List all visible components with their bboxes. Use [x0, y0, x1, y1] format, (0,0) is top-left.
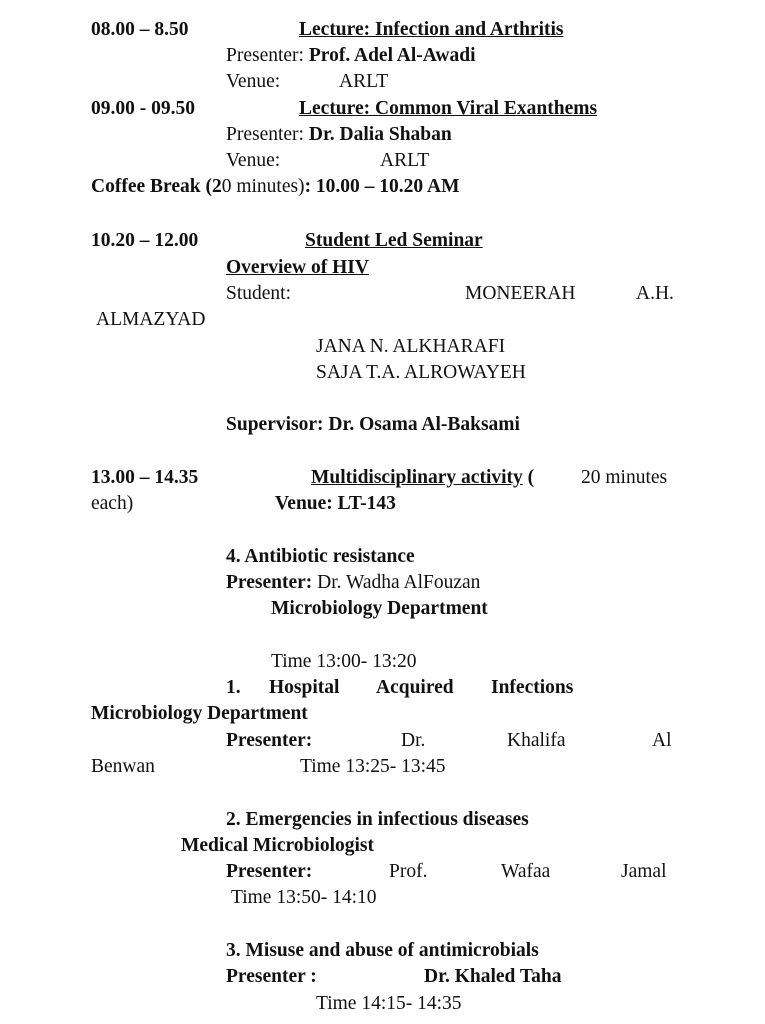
talk-3-time: Time 14:15- 14:35 — [316, 993, 462, 1014]
session-1-time: 08.00 – 8.50 — [91, 19, 189, 40]
talk-1-p3: Al — [652, 730, 672, 751]
talk-2-time: Time 13:50- 14:10 — [231, 887, 377, 908]
session-2-title: Lecture: Common Viral Exanthems — [299, 98, 598, 119]
session-4-venue: Venue: LT-143 — [275, 493, 396, 514]
session-3-time: 10.20 – 12.00 — [91, 230, 199, 251]
talk-1-word-hospital: Hospital — [269, 677, 340, 698]
talk-1-p4: Benwan — [91, 756, 155, 777]
talk-1-p2: Khalifa — [507, 730, 566, 751]
talk-3-presenter-label: Presenter : — [226, 966, 317, 987]
session-2-venue-label: Venue: — [226, 150, 281, 171]
student-1-initials: A.H. — [636, 283, 674, 304]
talk-1-word-acquired: Acquired — [376, 677, 454, 698]
presenter-label: Presenter: — [226, 124, 304, 145]
student-3: SAJA T.A. ALROWAYEH — [316, 362, 526, 383]
session-3-topic: Overview of HIV — [226, 257, 369, 278]
talk-2-dept: Medical Microbiologist — [181, 835, 374, 856]
talk-1-p1: Dr. — [401, 730, 426, 751]
talk-2-presenter-label: Presenter: — [226, 861, 313, 882]
presenter-name: Dr. Wadha AlFouzan — [312, 572, 481, 593]
talk-1-presenter-label: Presenter: — [226, 730, 313, 751]
session-4-title: Multidisciplinary activity — [311, 467, 523, 488]
coffee-break-line — [91, 174, 459, 200]
talk-4-time: Time 13:00- 13:20 — [271, 651, 417, 672]
talk-3-title: 3. Misuse and abuse of antimicrobials — [226, 940, 539, 961]
talk-2-p2: Wafaa — [501, 861, 551, 882]
talk-2-title: 2. Emergencies in infectious diseases — [226, 809, 529, 830]
talk-4-presenter-line — [226, 570, 480, 596]
presenter-label: Presenter: — [226, 572, 313, 593]
coffee-break-number: 2 — [211, 176, 222, 197]
talk-3-presenter: Dr. Khaled Taha — [424, 966, 562, 987]
talk-2-p3: Jamal — [621, 861, 667, 882]
student-2: JANA N. ALKHARAFI — [316, 336, 506, 357]
supervisor: Supervisor: Dr. Osama Al-Baksami — [226, 414, 520, 435]
coffee-break-minutes: 0 minutes) — [221, 176, 305, 197]
coffee-break-label: Coffee Break ( — [91, 176, 212, 197]
presenter-name: Dr. Dalia Shaban — [308, 124, 452, 145]
session-1-venue-label: Venue: — [226, 71, 281, 92]
talk-1-dept: Microbiology Department — [91, 703, 308, 724]
session-4-note-a: 20 minutes — [581, 467, 668, 488]
session-4-note-b: each) — [91, 493, 134, 514]
session-1-title: Lecture: Infection and Arthritis — [299, 19, 564, 40]
session-2-presenter-line — [226, 122, 452, 148]
talk-1-num: 1. — [226, 677, 241, 698]
talk-1-time: Time 13:25- 13:45 — [300, 756, 446, 777]
session-4-paren: ( — [522, 467, 535, 488]
presenter-label: Presenter: — [226, 45, 304, 66]
presenter-name: Prof. Adel Al-Awadi — [308, 45, 476, 66]
student-1-last: ALMAZYAD — [96, 309, 206, 330]
student-1-first: MONEERAH — [465, 283, 576, 304]
session-4-time: 13.00 – 14.35 — [91, 467, 199, 488]
session-2-time: 09.00 - 09.50 — [91, 98, 195, 119]
session-4-title-line — [311, 465, 534, 491]
talk-2-p1: Prof. — [389, 861, 428, 882]
student-label: Student: — [226, 283, 292, 304]
session-1-presenter-line — [226, 43, 476, 69]
talk-4-title: 4. Antibiotic resistance — [226, 546, 415, 567]
session-3-title: Student Led Seminar — [305, 230, 483, 251]
coffee-break-time: : 10.00 – 10.20 AM — [304, 176, 460, 197]
session-1-venue: ARLT — [339, 71, 389, 92]
talk-1-word-infections: Infections — [491, 677, 574, 698]
session-2-venue: ARLT — [380, 150, 430, 171]
talk-4-dept: Microbiology Department — [271, 598, 488, 619]
